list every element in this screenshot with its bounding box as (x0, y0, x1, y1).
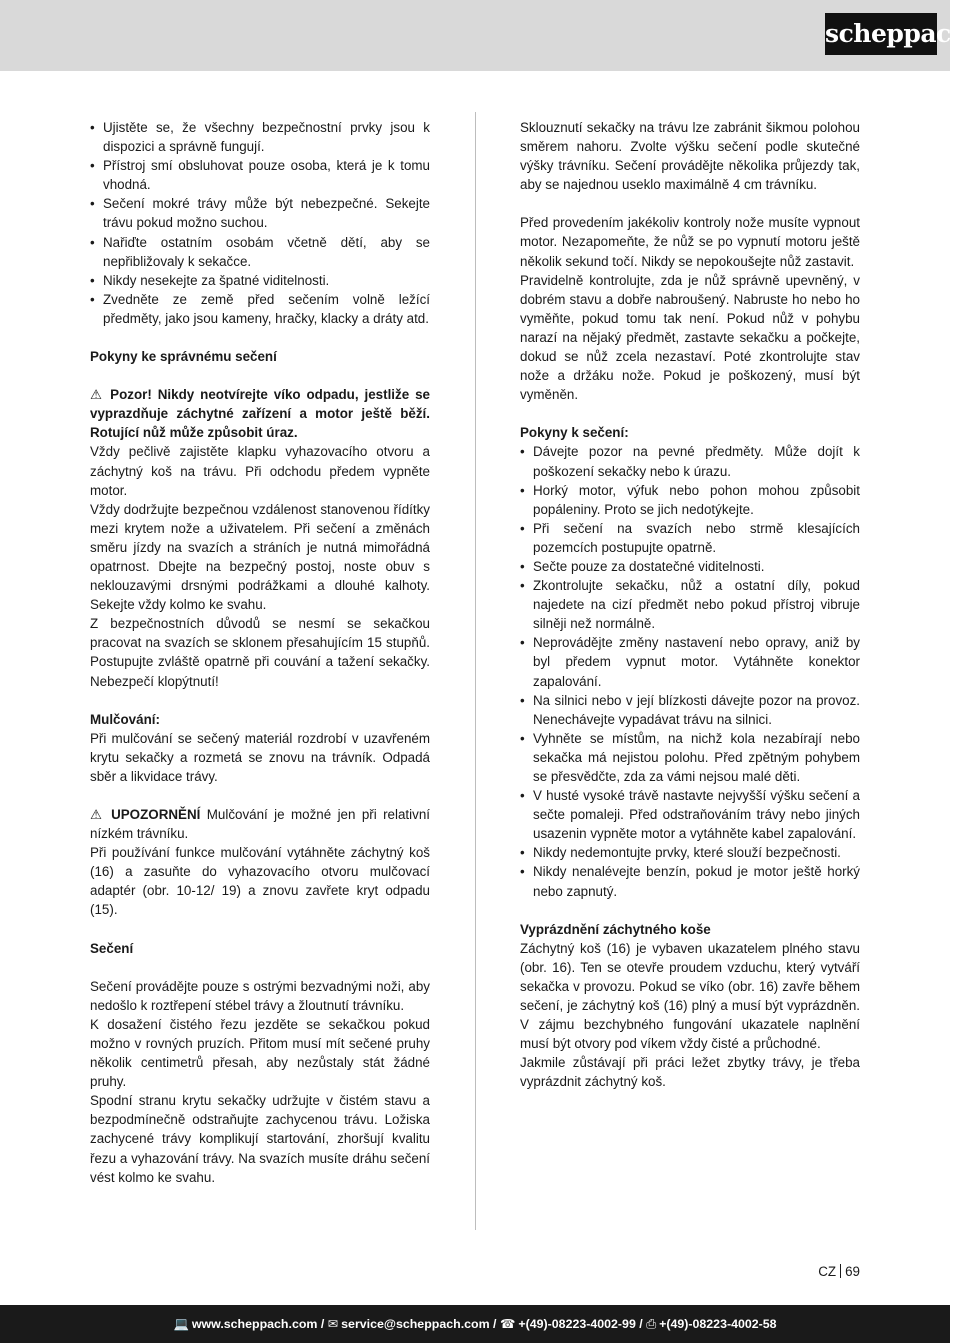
list-item: • Nikdy nedemontujte prvky, které slouží bezpečnosti. (520, 843, 860, 862)
list-item: • V husté vysoké trávě nastavte nejvyšší výšku sečení a sečte pomaleji. Před odstraňováním trávy nebo jiných usazenin vypněte motor a vytáhněte kabel zapalování. (520, 786, 860, 843)
footer-website: www.scheppach.com / (191, 1317, 325, 1331)
scheppach-logo: scheppach (825, 13, 937, 55)
warning-triangle-icon: ⚠ (90, 387, 105, 403)
list-item: • Dávejte pozor na pevné předměty. Může dojít k poškození sekačky nebo k úrazu. (520, 442, 860, 480)
computer-icon: 💻 (173, 1317, 189, 1331)
notice-text: Mulčování je možné jen při relativní nízkém trávníku. (90, 807, 430, 842)
safety-bullet-list (90, 118, 430, 328)
warning-text: Pozor! Nikdy neotvírejte víko odpadu, jestliže se vyprazdňuje záchytné zařízení a motor ještě běží. Rotující nůž může způsobit úraz. (90, 387, 430, 441)
paragraph: Pravidelně kontrolujte, zda je nůž správně upevněný, v dobrém stavu a dobře nabroušený. Nabruste ho nebo ho vyměňte, pokud tomu tak není. Pokud nůž v pohybu narazí na nějaký předmět, zastavte sekačku a počkejte, dokud se nůž zcela nezastaví. Poté zkontrolujte stav nože a držáku nože. Pokud je poškozený, musí být vyměněn. (520, 272, 860, 403)
list-item: • Ujistěte se, že všechny bezpečnostní prvky jsou k dispozici a správně fungují. (90, 118, 430, 156)
paragraph: Při mulčování se sečený materiál rozdrobí v uzavřeném krytu sekačky a rozmetá se znovu na trávník. Odpadá sběr a likvidace trávy. (90, 730, 430, 784)
paragraph: Jakmile zůstávají při práci ležet zbytky trávy, je třeba vyprázdnit záchytný koš. (520, 1055, 860, 1090)
paragraph: Sečení provádějte pouze s ostrými bezvadnými noži, aby nedošlo k roztřepení stébel trávy a žloutnutí trávníku. (90, 978, 430, 1013)
warning-paragraph (90, 385, 430, 442)
section-heading: Pokyny k sečení: (520, 425, 629, 441)
list-item: • Při sečení na svazích nebo strmě klesajících pozemcích postupujte opatrně. (520, 519, 860, 557)
fax-icon: ⎙ (646, 1317, 657, 1331)
paragraph: Při používání funkce mulčování vytáhněte záchytný koš (16) a zasuňte do vyhazovacího otvoru mulčovací adaptér (obr. 10-12/ 19) a znovu zavřete kryt odpadu (15). (90, 845, 430, 918)
paragraph: Vždy pečlivě zajistěte klapku vyhazovacího otvoru a záchytný koš na trávu. Při odchodu předem vypněte motor. (90, 444, 430, 498)
list-item: • Zkontrolujte sekačku, nůž a ostatní díly, pokud najedete na cizí předmět nebo pokud přístroj vibruje silněji než normálně. (520, 576, 860, 633)
list-item: • Horký motor, výfuk nebo pohon mohou způsobit popáleniny. Proto se jich nedotýkejte. (520, 481, 860, 519)
page-number (790, 1264, 860, 1279)
phone-icon: ☎ (499, 1317, 516, 1331)
section-heading: Sečení (90, 940, 134, 956)
column-divider (475, 112, 476, 1230)
paragraph: Záchytný koš (16) je vybaven ukazatelem plného stavu (obr. 16). Ten se otevře proudem vzduchu, který vytváří sekačka v provozu. Pokud se víko (obr. 16) zavře během sečení, je záchytný koš (16) plný a musí být vyprázdněn. V zájmu bezchybného fungování ukazatele naplnění musí být otvory pod víkem vždy čisté a průchodné. (520, 940, 860, 1052)
list-item: • Sečte pouze za dostatečné viditelnosti. (520, 557, 860, 576)
list-item: • Na silnici nebo v její blízkosti dávejte pozor na provoz. Nenechávejte vypadávat trávu na silnici. (520, 691, 860, 729)
paragraph: Z bezpečnostních důvodů se nesmí se sekačkou pracovat na svazích se sklonem přesahujícím 15 stupňů. Postupujte zvláště opatrně při couvání a tažení sekačky. Nebezpečí klopýtnutí! (90, 616, 430, 689)
notice-paragraph (90, 805, 430, 843)
mowing-bullet-list (520, 442, 860, 900)
envelope-icon: ✉ (327, 1317, 339, 1331)
list-item: • Vyhněte se místům, na nichž kola nezabírají nebo sekačka má nejistou polohu. Před zpětným pohybem se přesvědčte, zda za vámi nejsou malé děti. (520, 729, 860, 786)
section-heading: Mulčování: (90, 711, 160, 727)
list-item: • Nařiďte ostatním osobám včetně dětí, aby se nepřibližovaly k sekačce. (90, 233, 430, 271)
paragraph: K dosažení čistého řezu jezděte se sekačkou pokud možno v rovných pruzích. Přitom musí mít sečené pruhy několik centimetrů přesah, aby nezůstaly stát žádné pruhy. (90, 1016, 430, 1090)
footer-fax: +(49)-08223-4002-58 (659, 1317, 777, 1331)
left-column (90, 118, 430, 1187)
list-item: • Nikdy nesekejte za špatné viditelnosti. (90, 271, 430, 290)
footer-phone: +(49)-08223-4002-99 / (518, 1317, 643, 1331)
footer-bar (0, 1305, 950, 1343)
list-item: • Nikdy nenalévejte benzín, pokud je motor ještě horký nebo zapnutý. (520, 862, 860, 900)
language-code: CZ (818, 1264, 837, 1279)
paragraph: Vždy dodržujte bezpečnou vzdálenost stanovenou řídítky mezi krytem nože a uživatelem. Při sečení a změnách směru jízdy na svazích a stráních je nutná mimořádná opatrnost. Dbejte na bezpečný postoj, noste obuv s neklouzavými drsnými podrážkami a dlouhé kalhoty. Sekejte vždy kolmo ke svahu. (90, 501, 430, 613)
notice-label: UPOZORNĚNÍ (111, 807, 201, 822)
header-band (0, 0, 950, 71)
right-column (520, 118, 860, 1092)
list-item: • Přístroj smí obsluhovat pouze osoba, která je k tomu vhodná. (90, 156, 430, 194)
list-item: • Zvedněte ze země před sečením volně ležící předměty, jako jsou kameny, hračky, klacky a dráty atd. (90, 290, 430, 328)
paragraph: Před provedením jakékoliv kontroly nože musíte vypnout motor. Nezapomeňte, že nůž se po vypnutí motoru ještě několik sekund točí. Nikdy se nepokoušejte nůž zastavit. (520, 215, 860, 269)
page-number-value: 69 (845, 1264, 860, 1279)
list-item: • Sečení mokré trávy může být nebezpečné. Sekejte trávu pokud možno suchou. (90, 194, 430, 232)
paragraph: Spodní stranu krytu sekačky udržujte v čistém stavu a bezpodmínečně odstraňujte zachycenou trávu. Ložiska zachycené trávy komplikují startování, zhoršují kvalitu řezu a vyhazování trávy. Na svazích musíte dráhu sečení vést kolmo ke svahu. (90, 1093, 430, 1185)
warning-triangle-icon: ⚠ (90, 807, 105, 822)
section-heading: Pokyny ke správnému sečení (90, 349, 277, 365)
paragraph: Sklouznutí sekačky na trávu lze zabránit šikmou polohou směrem nahoru. Zvolte výšku sečení podle skutečné výšky trávníku. Sečení provádějte několika průjezdy tak, aby se najednou useklo maximálně 4 cm trávníku. (520, 120, 860, 193)
section-heading: Vyprázdnění záchytného koše (520, 921, 711, 937)
footer-email: service@scheppach.com / (341, 1317, 497, 1331)
list-item: • Neprovádějte změny nastavení nebo opravy, aniž by byl předem vypnut motor. Vytáhněte konektor zapalování. (520, 633, 860, 690)
